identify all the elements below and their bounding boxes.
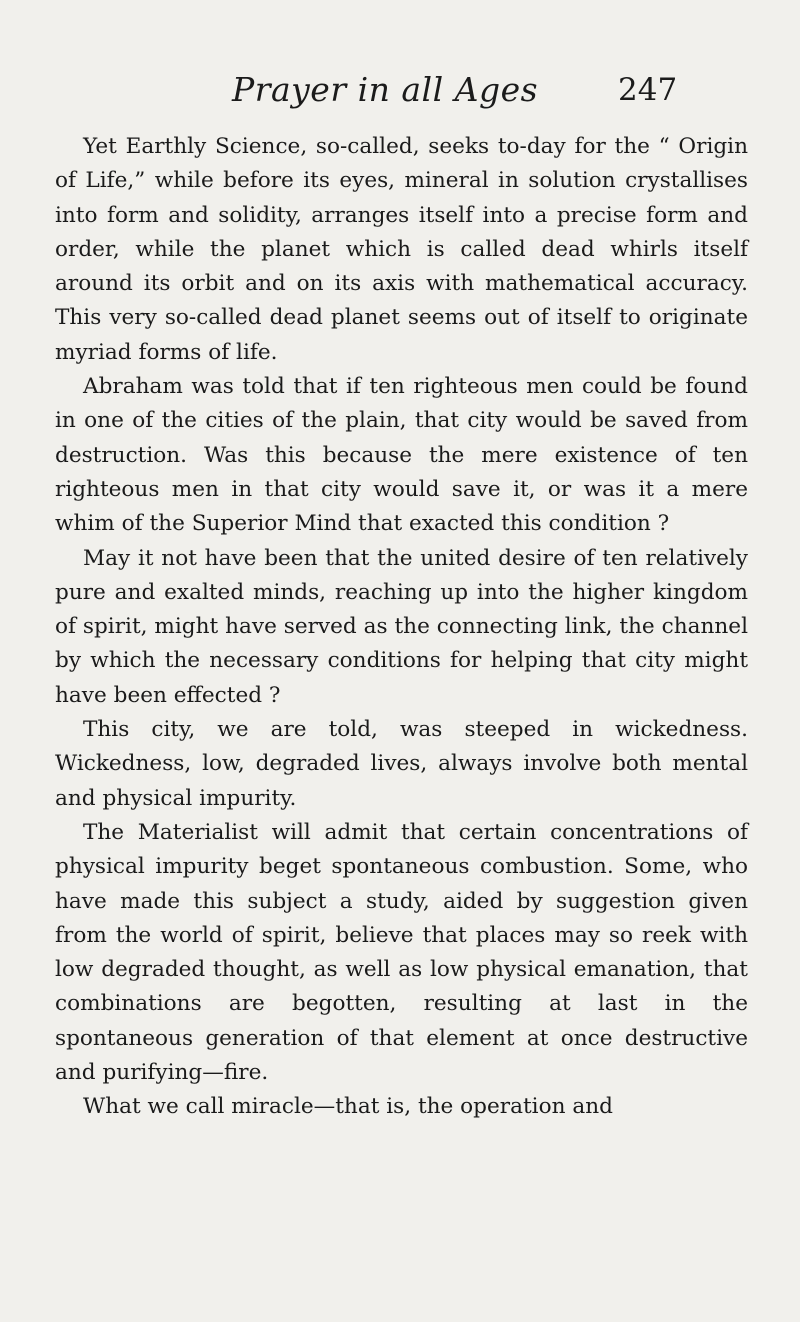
paragraph: The Materialist will admit that certain concentrations of physical impurity beget spontaneous combustion. Some, who have made this subject a study, aided by suggestion given from the world of spirit, believe that places may so reek with low degraded thought, as well as low physical emanation, that combinations are begotten, resulting at last in the spontaneous generation of that element at once destructive and purifying—fire. [55, 819, 748, 1086]
paragraph: May it not have been that the united desire of ten relatively pure and exalted minds, reaching up into the higher kingdom of spirit, might have served as the connecting link, the channel by which the necessary conditions for helping that city might have been effected ? [55, 545, 748, 708]
paragraph: What we call miracle—that is, the operation and [83, 1094, 613, 1120]
paragraph: This city, we are told, was steeped in wickedness. Wickedness, low, degraded lives, always involve both mental and physical impurity. [55, 717, 748, 811]
running-head-title: Prayer in all Ages [232, 70, 539, 109]
paragraph: Yet Earthly Science, so-called, seeks to-day for the “ Origin of Life,” while before its eyes, mineral in solution crystallises into form and solidity, arranges itself into a precise form and order, while the planet which is called dead whirls itself around its orbit and on its axis with mathematical accuracy. This very so-called dead planet seems out of itself to originate myriad forms of life. [55, 134, 748, 365]
running-head [0, 70, 800, 120]
page-number: 247 [618, 72, 678, 108]
body-text [55, 130, 748, 1125]
paragraph: Abraham was told that if ten righteous men could be found in one of the cities of the plain, that city would be saved from destruction. Was this because the mere existence of ten righteous men in that city would save it, or was it a mere whim of the Superior Mind that exacted this condition ? [55, 374, 748, 537]
